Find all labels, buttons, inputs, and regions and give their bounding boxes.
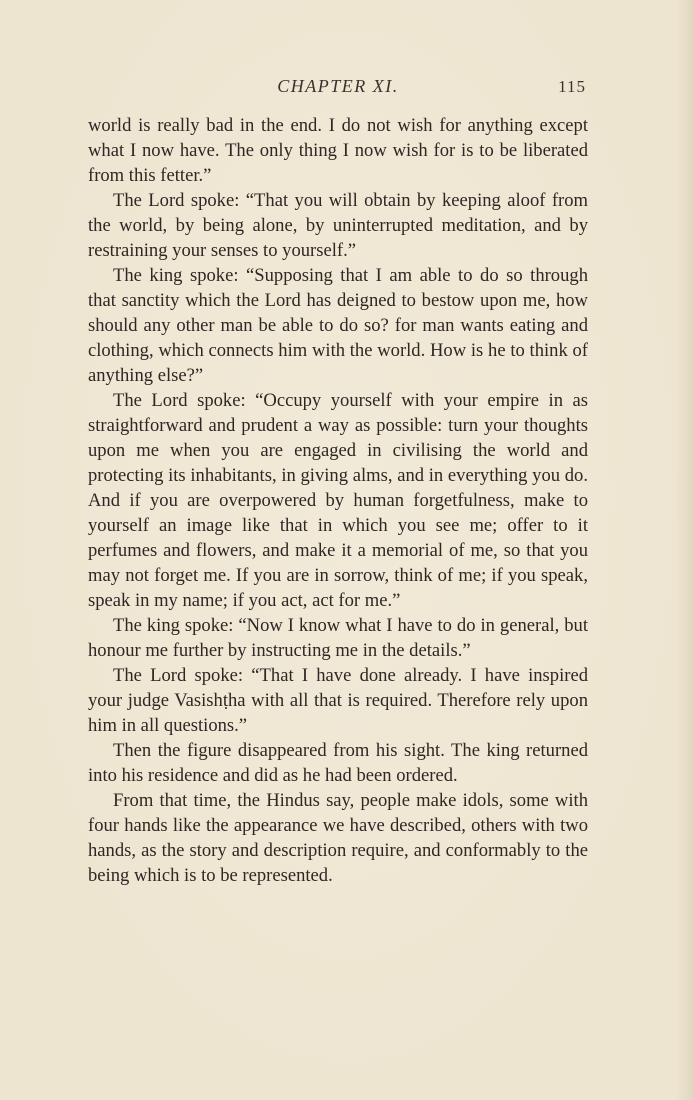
body-text [88,113,588,888]
paragraph: The king spoke: “Supposing that I am able to do so through that sanctity which the Lord has deigned to bestow upon me, how should any other man be able to do so? for man wants eating and clothing, which connects him with the world. How is he to think of anything else?” [88,265,588,386]
page-number: 115 [558,77,586,96]
running-head: CHAPTER XI. [277,76,399,96]
paragraph: Then the figure disappeared from his sight. The king returned into his residence and did as he had been ordered. [88,740,588,786]
paragraph: The king spoke: “Now I know what I have to do in general, but honour me further by instructing me in the details.” [88,615,588,661]
paragraph: world is really bad in the end. I do not wish for anything except what I now have. The only thing I now wish for is to be liberated from this fetter.” [88,115,588,186]
page-header [88,74,588,100]
paragraph: The Lord spoke: “That I have done already. I have inspired your judge Vasishṭha with all that is required. Therefore rely upon him in all questions.” [88,665,588,736]
paragraph: From that time, the Hindus say, people make idols, some with four hands like the appearance we have described, others with two hands, as the story and description require, and conformably to the being which is to be represented. [88,790,588,886]
paragraph: The Lord spoke: “That you will obtain by keeping aloof from the world, by being alone, by uninterrupted meditation, and by restraining your senses to yourself.” [88,190,588,261]
paragraph: The Lord spoke: “Occupy yourself with your empire in as straightforward and prudent a way as possible: turn your thoughts upon me when you are engaged in civilising the world and protecting its inhabitants, in giving alms, and in everything you do. And if you are overpowered by human forgetfulness, make to yourself an image like that in which you see me; offer to it perfumes and flowers, and make it a memorial of me, so that you may not forget me. If you are in sorrow, think of me; if you speak, speak in my name; if you act, act for me.” [88,390,588,611]
page-edge-shadow [676,0,694,1100]
